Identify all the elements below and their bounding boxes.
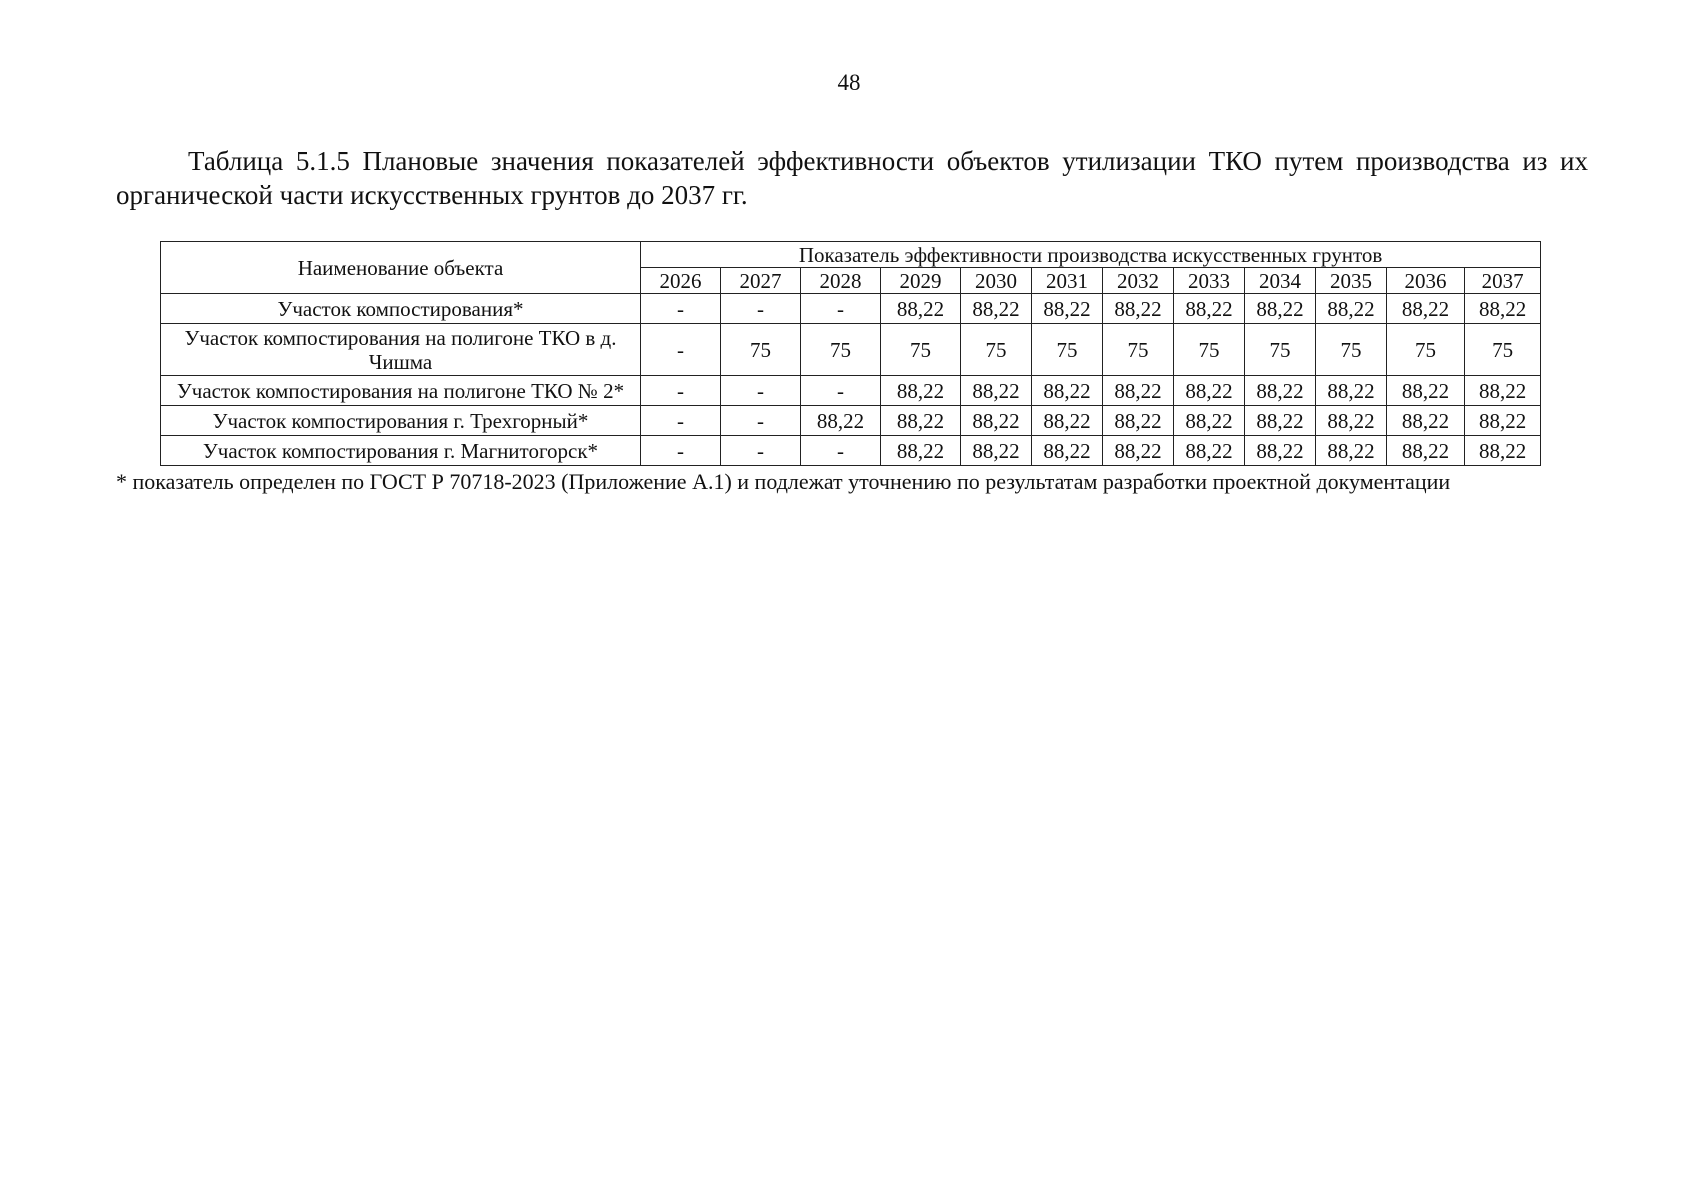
value-cell: 75 — [1174, 324, 1245, 376]
column-header-indicator: Показатель эффективности производства искусственных грунтов — [641, 242, 1541, 268]
value-cell: - — [721, 436, 801, 466]
value-cell: 88,22 — [961, 376, 1032, 406]
value-cell: 88,22 — [1465, 436, 1541, 466]
value-cell: 88,22 — [881, 376, 961, 406]
value-cell: 88,22 — [961, 294, 1032, 324]
object-name-cell: Участок компостирования г. Магнитогорск* — [161, 436, 641, 466]
value-cell: 88,22 — [1174, 436, 1245, 466]
value-cell: 88,22 — [881, 406, 961, 436]
table-row — [161, 294, 1541, 324]
value-cell: - — [641, 324, 721, 376]
year-header: 2035 — [1316, 268, 1387, 294]
object-name-cell: Участок компостирования г. Трехгорный* — [161, 406, 641, 436]
value-cell: - — [641, 294, 721, 324]
value-cell: 88,22 — [1032, 294, 1103, 324]
value-cell: 88,22 — [1316, 376, 1387, 406]
object-name-cell: Участок компостирования* — [161, 294, 641, 324]
value-cell: 75 — [1465, 324, 1541, 376]
table-row — [161, 376, 1541, 406]
value-cell: 88,22 — [881, 436, 961, 466]
value-cell: 88,22 — [1245, 436, 1316, 466]
value-cell: 88,22 — [1387, 376, 1465, 406]
value-cell: 75 — [721, 324, 801, 376]
year-header: 2032 — [1103, 268, 1174, 294]
year-header: 2029 — [881, 268, 961, 294]
table-row — [161, 324, 1541, 376]
value-cell: 75 — [881, 324, 961, 376]
value-cell: 88,22 — [1387, 406, 1465, 436]
year-header: 2026 — [641, 268, 721, 294]
value-cell: 75 — [1316, 324, 1387, 376]
value-cell: 88,22 — [1465, 294, 1541, 324]
value-cell: 88,22 — [1387, 294, 1465, 324]
value-cell: - — [641, 376, 721, 406]
value-cell: 88,22 — [1032, 436, 1103, 466]
value-cell: 75 — [801, 324, 881, 376]
column-header-name: Наименование объекта — [161, 242, 641, 294]
year-header: 2030 — [961, 268, 1032, 294]
value-cell: 88,22 — [881, 294, 961, 324]
value-cell: 88,22 — [1103, 406, 1174, 436]
year-header: 2034 — [1245, 268, 1316, 294]
table-body — [161, 294, 1541, 466]
value-cell: 88,22 — [1174, 294, 1245, 324]
value-cell: 88,22 — [1174, 406, 1245, 436]
value-cell: 88,22 — [1032, 406, 1103, 436]
value-cell: 88,22 — [1245, 406, 1316, 436]
value-cell: 75 — [1032, 324, 1103, 376]
value-cell: - — [801, 376, 881, 406]
value-cell: 88,22 — [1316, 436, 1387, 466]
object-name-cell: Участок компостирования на полигоне ТКО № 2* — [161, 376, 641, 406]
table-caption: Таблица 5.1.5 Плановые значения показателей эффективности объектов утилизации ТКО путем производства из их органической части искусственных грунтов до 2037 гг. — [116, 146, 1588, 210]
value-cell: 88,22 — [1245, 376, 1316, 406]
value-cell: 75 — [1387, 324, 1465, 376]
value-cell: 88,22 — [801, 406, 881, 436]
table-row — [161, 406, 1541, 436]
value-cell: 88,22 — [1465, 376, 1541, 406]
value-cell: - — [801, 436, 881, 466]
value-cell: 88,22 — [1465, 406, 1541, 436]
value-cell: 75 — [1103, 324, 1174, 376]
value-cell: - — [721, 294, 801, 324]
value-cell: 88,22 — [1103, 376, 1174, 406]
value-cell: 88,22 — [1316, 294, 1387, 324]
value-cell: - — [721, 406, 801, 436]
value-cell: - — [801, 294, 881, 324]
table-row — [161, 436, 1541, 466]
year-header: 2028 — [801, 268, 881, 294]
header-row-top — [161, 242, 1541, 268]
value-cell: 88,22 — [1316, 406, 1387, 436]
footnote: * показатель определен по ГОСТ Р 70718-2023 (Приложение А.1) и подлежат уточнению по результатам разработки проектной документации — [116, 469, 1451, 494]
efficiency-table — [160, 241, 1541, 466]
value-cell: 88,22 — [961, 406, 1032, 436]
page-number: 48 — [837, 70, 861, 95]
value-cell: 88,22 — [1103, 294, 1174, 324]
year-header: 2033 — [1174, 268, 1245, 294]
object-name-cell: Участок компостирования на полигоне ТКО в д. Чишма — [161, 324, 641, 376]
year-header: 2031 — [1032, 268, 1103, 294]
value-cell: 75 — [961, 324, 1032, 376]
year-header: 2036 — [1387, 268, 1465, 294]
value-cell: 75 — [1245, 324, 1316, 376]
value-cell: 88,22 — [961, 436, 1032, 466]
value-cell: - — [641, 436, 721, 466]
year-header: 2027 — [721, 268, 801, 294]
value-cell: 88,22 — [1245, 294, 1316, 324]
value-cell: - — [641, 406, 721, 436]
value-cell: - — [721, 376, 801, 406]
value-cell: 88,22 — [1032, 376, 1103, 406]
value-cell: 88,22 — [1387, 436, 1465, 466]
value-cell: 88,22 — [1174, 376, 1245, 406]
year-header: 2037 — [1465, 268, 1541, 294]
value-cell: 88,22 — [1103, 436, 1174, 466]
